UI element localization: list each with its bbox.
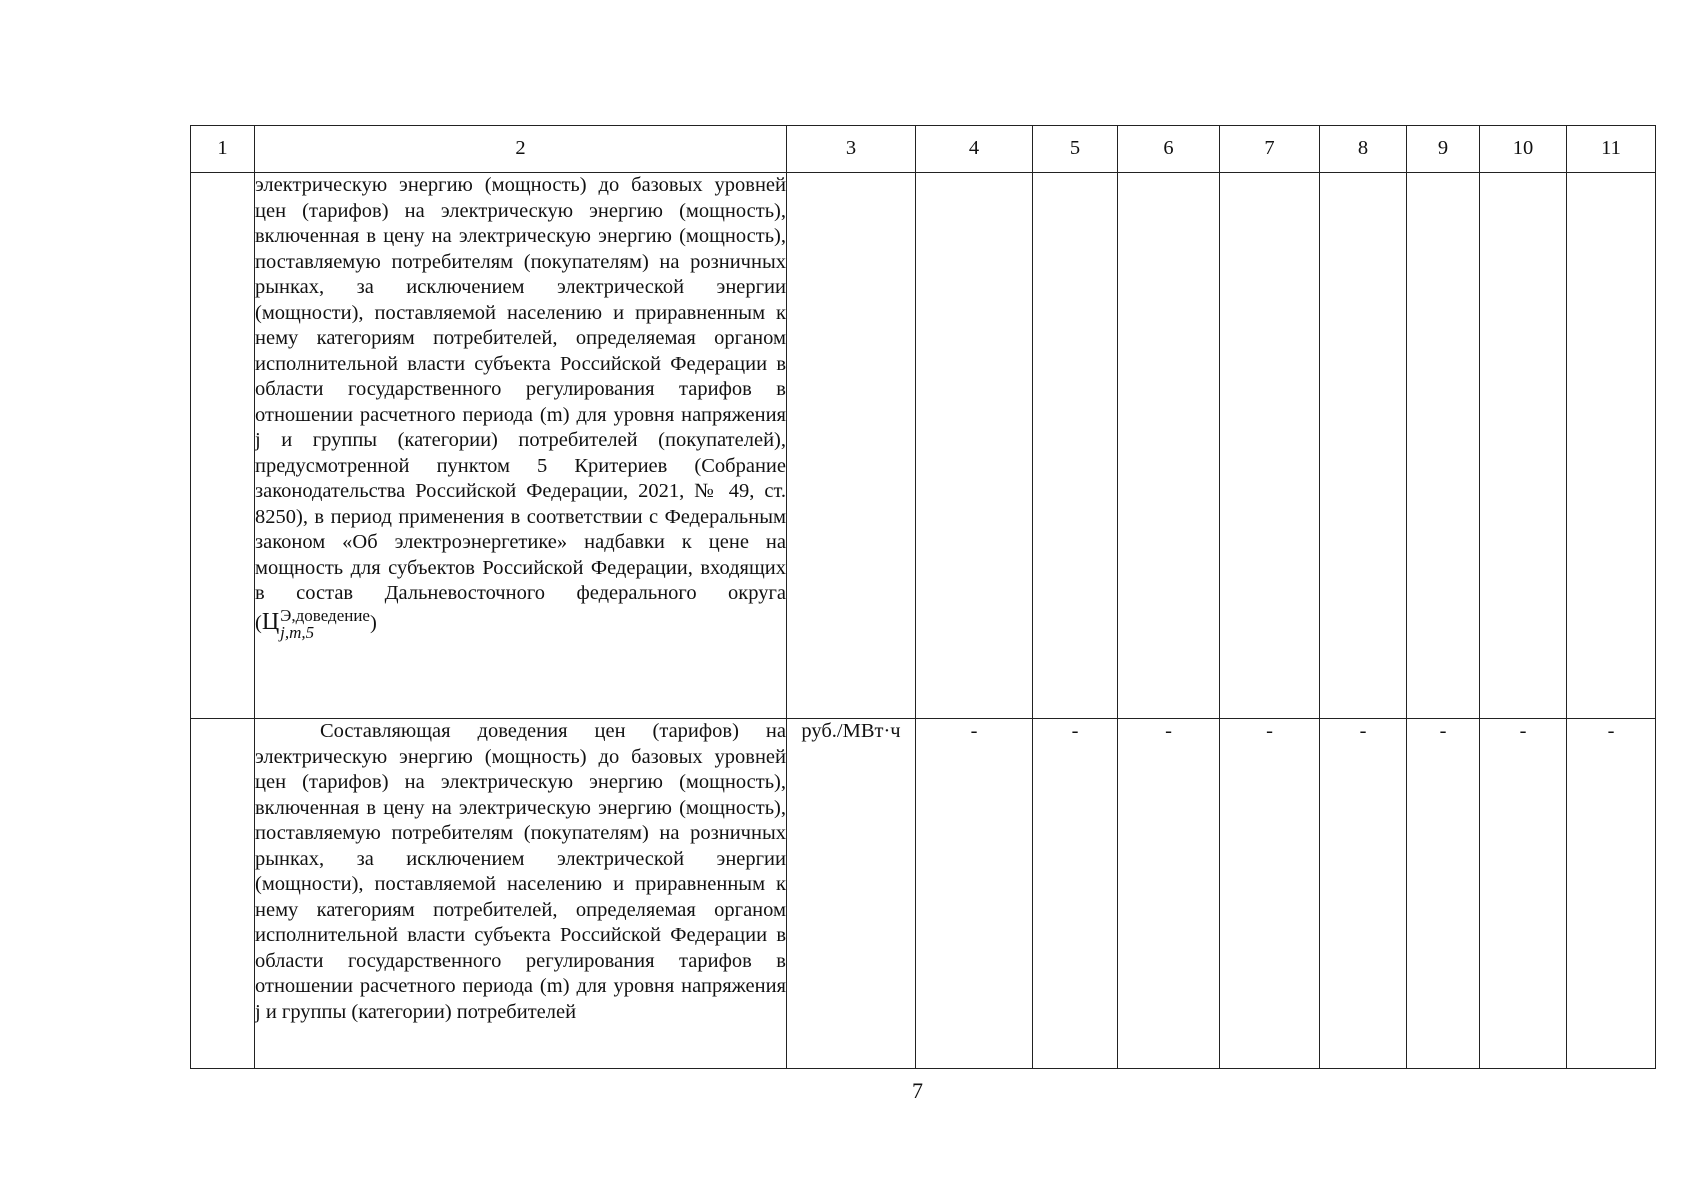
formula-subscript: j,m,5	[280, 622, 315, 642]
description-cell	[255, 719, 787, 1069]
description-cell	[255, 173, 787, 719]
tariff-table	[190, 125, 1656, 1069]
header-row	[191, 126, 1656, 173]
value-cell: -	[1118, 719, 1220, 1069]
value-cell: -	[1567, 719, 1656, 1069]
value-cell	[1407, 173, 1480, 719]
formula-superscript: Э,доведение	[280, 605, 370, 625]
table-row	[191, 173, 1656, 719]
row-description: электрическую энергию (мощность) до базовых уровней цен (тарифов) на электрическую энергию (мощность), включенная в цену на электрическую энергию (мощность), поставляемую потребителям (покупателям) на розничных рынках, за исключением электрической энергии (мощности), поставляемой населению и приравненным к нему категориям потребителей, определяемая органом исполнительной власти субъекта Российской Федерации в области государственного регулирования тарифов в отношении расчетного периода (m) для уровня напряжения j и группы (категории) потребителей (покупателей), предусмотренной пунктом 5 Критериев (Собрание законодательства Российской Федерации, 2021, № 49, ст. 8250), в период применения в соответствии с Федеральным законом «Об электроэнергетике» надбавки к цене на мощность для субъектов Российской Федерации, входящих в состав Дальневосточного федерального округа (	[255, 174, 786, 634]
unit-cell	[787, 173, 916, 719]
page-number: 7	[912, 1078, 923, 1103]
col-header-5: 5	[1033, 126, 1118, 173]
formula	[261, 605, 377, 642]
formula-symbol: Ц	[261, 608, 280, 635]
unit-cell: руб./МВт·ч	[787, 719, 916, 1069]
value-cell	[1220, 173, 1320, 719]
col-header-10: 10	[1480, 126, 1567, 173]
value-cell: -	[1407, 719, 1480, 1069]
value-cell	[1320, 173, 1407, 719]
value-cell	[1033, 173, 1118, 719]
col-header-4: 4	[916, 126, 1033, 173]
row-description: Составляющая доведения цен (тарифов) на электрическую энергию (мощность) до базовых уровней цен (тарифов) на электрическую энергию (мощность), включенная в цену на электрическую энергию (мощность), поставляемую потребителям (покупателям) на розничных рынках, за исключением электрической энергии (мощности), поставляемой населению и приравненным к нему категориям потребителей, определяемая органом исполнительной власти субъекта Российской Федерации в области государственного регулирования тарифов в отношении расчетного периода (m) для уровня напряжения j и группы (категории) потребителей	[255, 720, 786, 1023]
value-cell	[916, 173, 1033, 719]
formula-close: )	[369, 611, 377, 634]
row-number-cell	[191, 719, 255, 1069]
col-header-7: 7	[1220, 126, 1320, 173]
col-header-2: 2	[255, 126, 787, 173]
col-header-8: 8	[1320, 126, 1407, 173]
value-cell: -	[1033, 719, 1118, 1069]
value-cell: -	[1320, 719, 1407, 1069]
col-header-11: 11	[1567, 126, 1656, 173]
value-cell: -	[1220, 719, 1320, 1069]
value-cell: -	[1480, 719, 1567, 1069]
value-cell	[1480, 173, 1567, 719]
value-cell	[1118, 173, 1220, 719]
col-header-1: 1	[191, 126, 255, 173]
value-cell: -	[916, 719, 1033, 1069]
col-header-3: 3	[787, 126, 916, 173]
col-header-9: 9	[1407, 126, 1480, 173]
col-header-6: 6	[1118, 126, 1220, 173]
value-cell	[1567, 173, 1656, 719]
table-row	[191, 719, 1656, 1069]
row-number-cell	[191, 173, 255, 719]
